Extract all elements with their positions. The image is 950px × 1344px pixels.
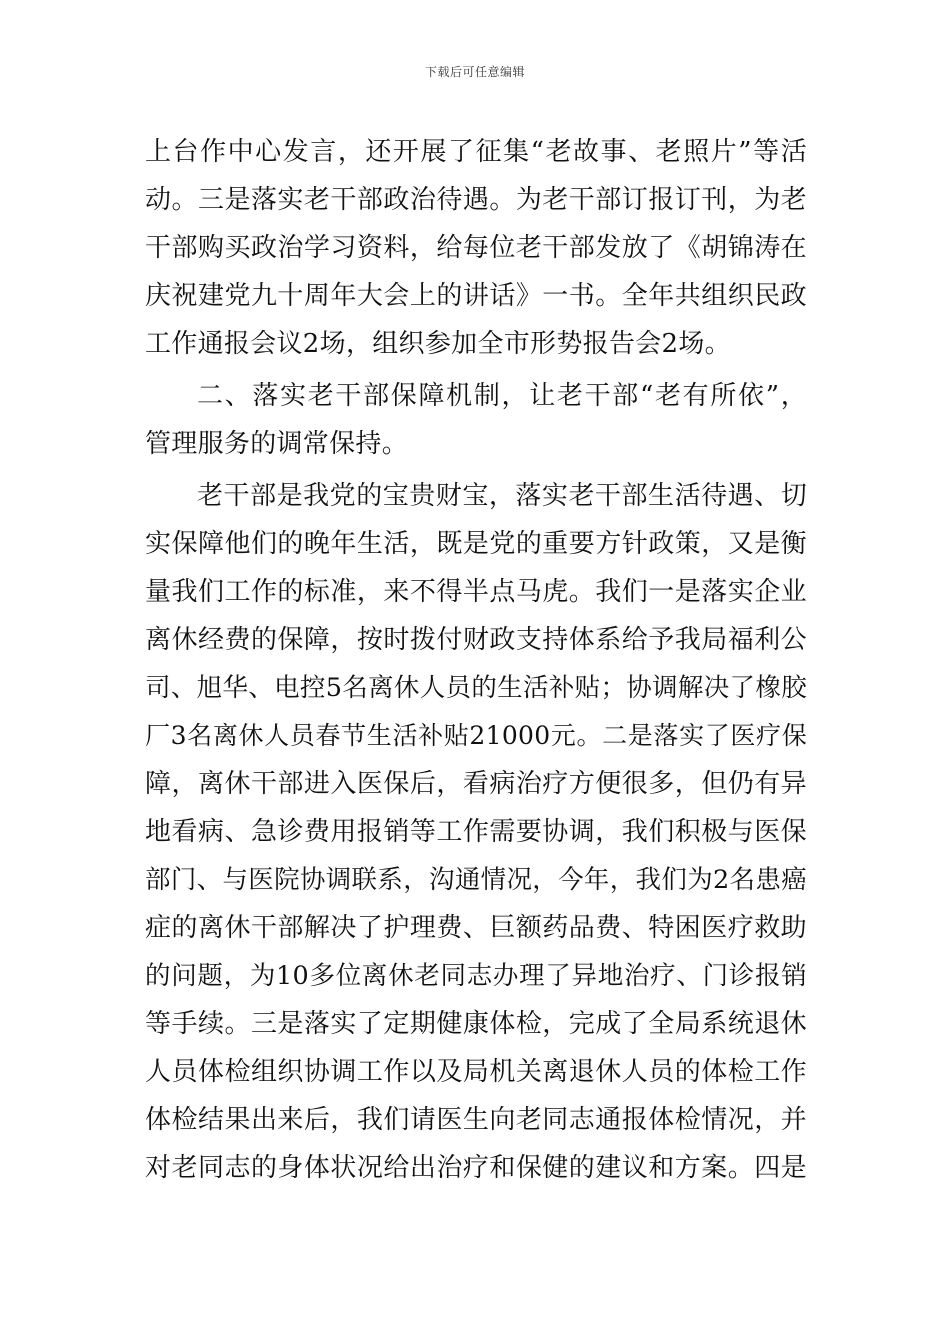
text-line: 干部购买政治学习资料，给每位老干部发放了《胡锦涛在 <box>145 233 807 263</box>
text-line: 量我们工作的标准，来不得半点马虎。我们一是落实企业 <box>145 577 807 607</box>
text-line: 地看病、急诊费用报销等工作需要协调，我们积极与医保 <box>145 817 807 847</box>
paragraph-1 <box>145 128 807 368</box>
text-line: 障，离休干部进入医保后，看病治疗方便很多，但仍有异 <box>145 769 807 799</box>
text-line: 人员体检组织协调工作以及局机关离退休人员的体检工作 <box>145 1057 807 1087</box>
paragraph-2 <box>145 372 807 468</box>
text-line: 管理服务的调常保持。 <box>145 429 409 459</box>
text-line: 老干部是我党的宝贵财宝，落实老干部生活待遇、切 <box>197 481 807 511</box>
text-line: 对老同志的身体状况给出治疗和保健的建议和方案。四是 <box>145 1153 807 1183</box>
text-line: 实保障他们的晚年生活，既是党的重要方针政策，又是衡 <box>145 529 807 559</box>
text-line: 工作通报会议2场，组织参加全市形势报告会2场。 <box>145 329 731 359</box>
text-line: 部门、与医院协调联系，沟通情况，今年，我们为2名患癌 <box>145 865 807 895</box>
text-line: 庆祝建党九十周年大会上的讲话》一书。全年共组织民政 <box>145 281 807 311</box>
text-line: 等手续。三是落实了定期健康体检，完成了全局系统退休 <box>145 1009 807 1039</box>
text-line: 上台作中心发言，还开展了征集“老故事、老照片”等活 <box>145 137 807 167</box>
text-line: 司、旭华、电控5名离休人员的生活补贴；协调解决了橡胶 <box>145 673 807 703</box>
text-line: 症的离休干部解决了护理费、巨额药品费、特困医疗救助 <box>145 913 807 943</box>
text-line: 的问题，为10多位离休老同志办理了异地治疗、门诊报销 <box>145 961 807 991</box>
text-line: 离休经费的保障，按时拨付财政支持体系给予我局福利公 <box>145 625 807 655</box>
text-line: 体检结果出来后，我们请医生向老同志通报体检情况，并 <box>145 1105 807 1135</box>
text-line: 动。三是落实老干部政治待遇。为老干部订报订刊，为老 <box>145 185 807 215</box>
text-line: 二、落实老干部保障机制，让老干部“老有所依”， <box>197 381 807 411</box>
text-line: 厂3名离休人员春节生活补贴21000元。二是落实了医疗保 <box>145 721 807 750</box>
paragraph-3 <box>145 472 807 1192</box>
page-header: 下载后可任意编辑 <box>424 65 525 79</box>
document-body <box>145 128 807 1192</box>
